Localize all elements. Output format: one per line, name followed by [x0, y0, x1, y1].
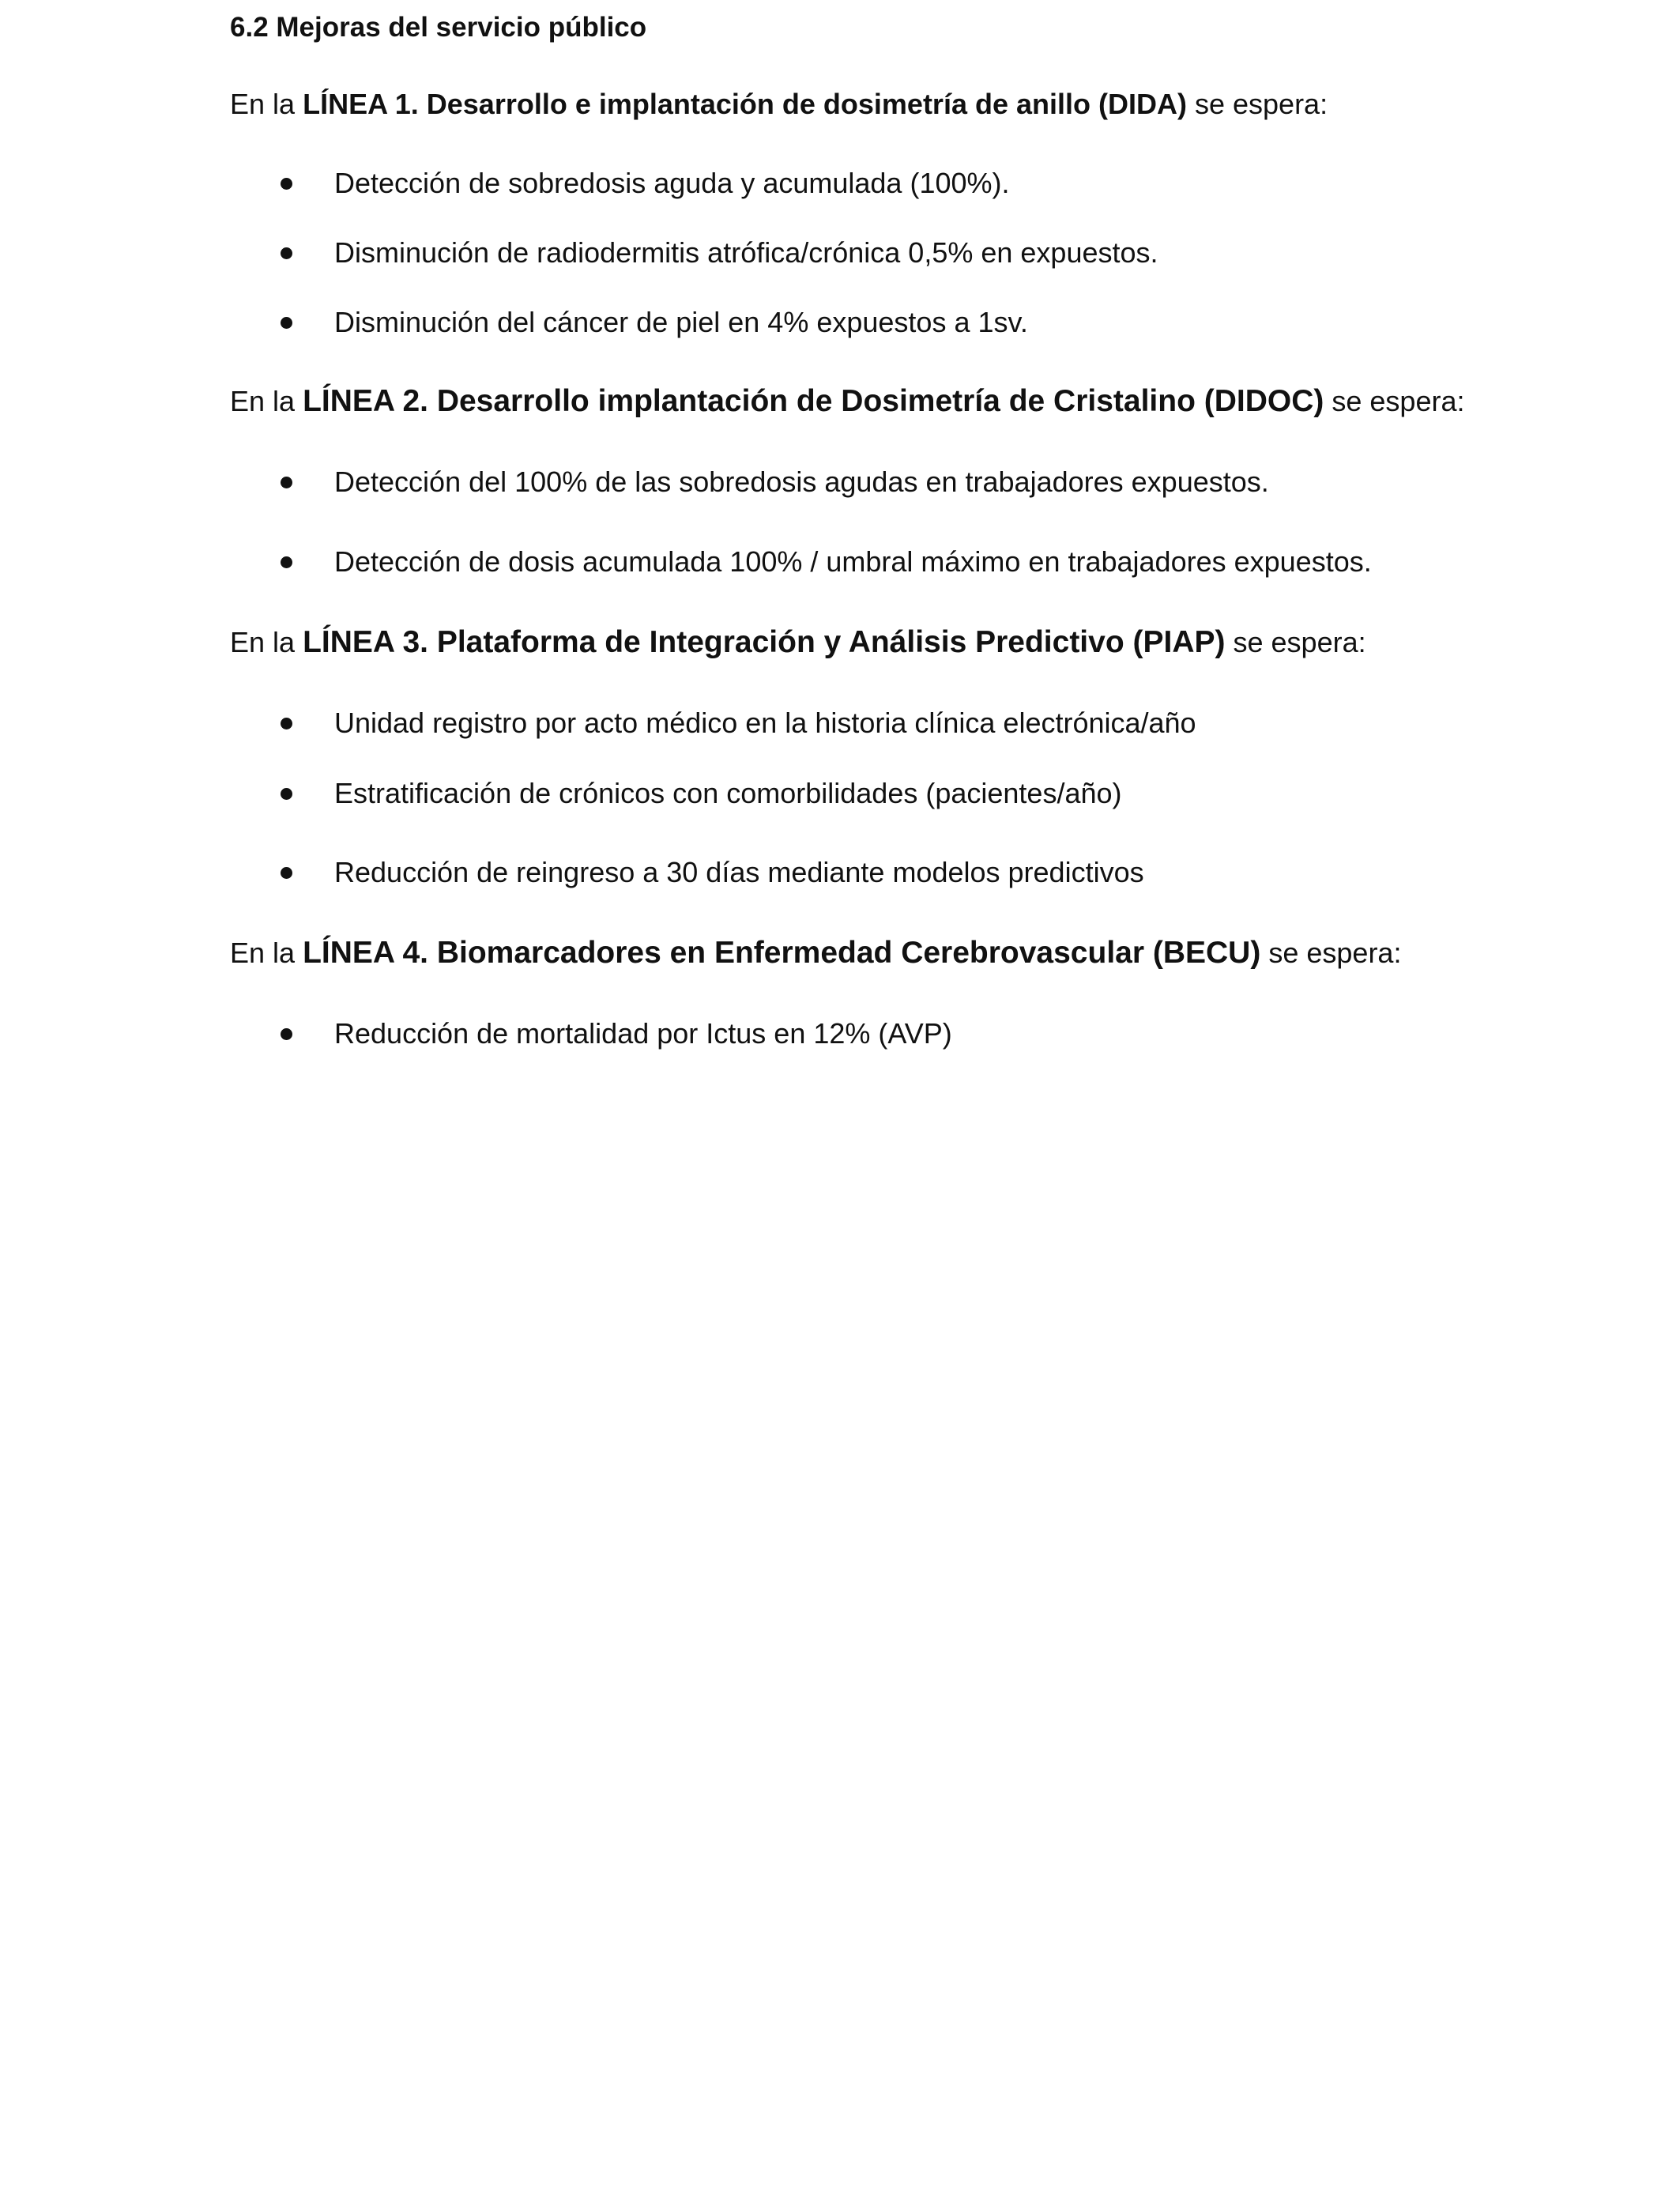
bullet-dot-icon: [281, 788, 292, 800]
line-1-prefix: En la: [230, 88, 296, 120]
bullet-dot-icon: [281, 556, 292, 568]
line-4-prefix: En la: [230, 937, 296, 969]
line-4-intro: [230, 933, 1401, 973]
line-4-item-1-text: Reducción de mortalidad por Ictus en 12% (AVP): [334, 1017, 952, 1050]
bullet-dot-icon: [281, 178, 292, 190]
line-2-suffix: se espera:: [1332, 385, 1465, 417]
line-2-title: LÍNEA 2. Desarrollo implantación de Dosimetría de Cristalino (DIDOC): [303, 384, 1324, 418]
line-1-suffix: se espera:: [1194, 88, 1328, 120]
line-3-title: LÍNEA 3. Plataforma de Integración y Análisis Predictivo (PIAP): [303, 625, 1226, 659]
bullet-dot-icon: [281, 247, 292, 259]
line-1-item-2-text: Disminución de radiodermitis atrófica/crónica 0,5% en expuestos.: [334, 236, 1158, 269]
line-1-item-1-text: Detección de sobredosis aguda y acumulada (100%).: [334, 167, 1010, 199]
bullet-dot-icon: [281, 718, 292, 729]
line-3-intro: [230, 623, 1366, 662]
line-4-title: LÍNEA 4. Biomarcadores en Enfermedad Cerebrovascular (BECU): [303, 936, 1261, 970]
line-3-item-1-text: Unidad registro por acto médico en la historia clínica electrónica/año: [334, 707, 1196, 739]
bullet-dot-icon: [281, 867, 292, 879]
line-3-item-2-text: Estratificación de crónicos con comorbilidades (pacientes/año): [334, 777, 1122, 809]
line-2-item-1-text: Detección del 100% de las sobredosis agudas en trabajadores expuestos.: [334, 466, 1269, 498]
line-1-title: LÍNEA 1. Desarrollo e implantación de dosimetría de anillo (DIDA): [303, 88, 1187, 120]
line-3-item-3-text: Reducción de reingreso a 30 días mediante modelos predictivos: [334, 856, 1144, 888]
bullet-dot-icon: [281, 317, 292, 329]
line-1-item-3-text: Disminución del cáncer de piel en 4% expuestos a 1sv.: [334, 306, 1028, 338]
section-heading: 6.2 Mejoras del servicio público: [230, 12, 647, 43]
line-4-suffix: se espera:: [1268, 937, 1402, 969]
line-2-item-2-text: Detección de dosis acumulada 100% / umbral máximo en trabajadores expuestos.: [334, 545, 1372, 578]
line-3-suffix: se espera:: [1233, 626, 1366, 658]
line-1-intro: [230, 85, 1328, 124]
bullet-dot-icon: [281, 1028, 292, 1040]
line-2-intro: [230, 382, 1465, 421]
line-3-prefix: En la: [230, 626, 296, 658]
bullet-dot-icon: [281, 477, 292, 488]
line-2-prefix: En la: [230, 385, 296, 417]
